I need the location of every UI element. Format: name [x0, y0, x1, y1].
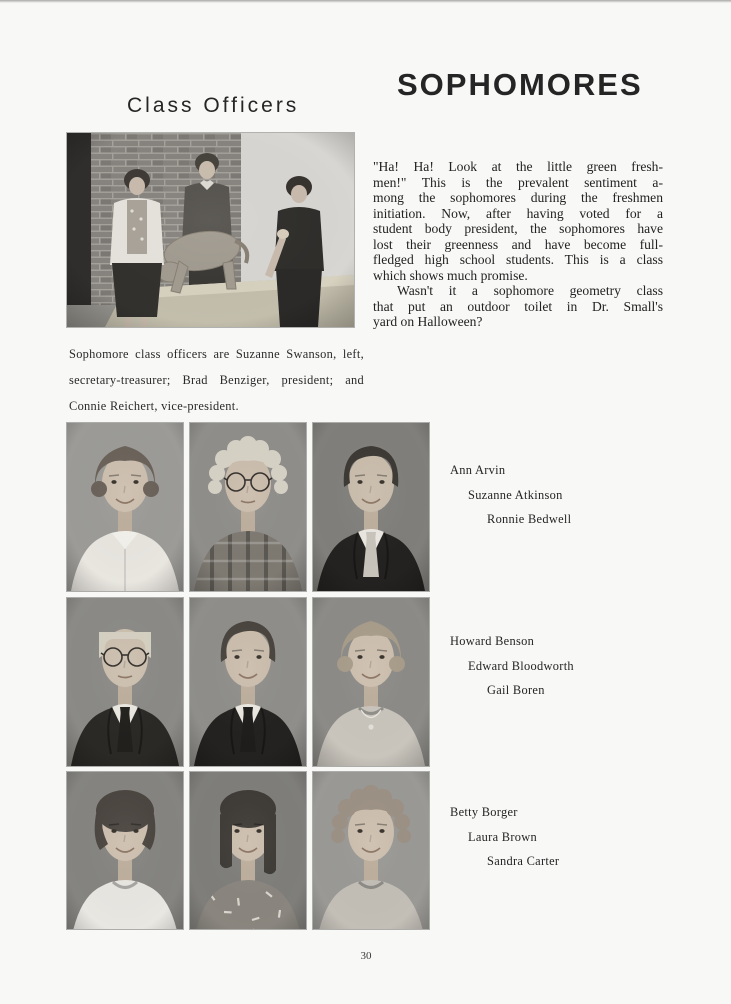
officers-caption [69, 341, 364, 419]
portrait-ann-arvin [67, 423, 183, 591]
class-officers-photo-graphic [67, 133, 354, 327]
intro-line: men!" This is the prevalent sentiment a- [373, 174, 663, 190]
intro-line: lost their greenness and have become full- [373, 236, 663, 252]
intro-line: initiation. Now, after having voted for a [373, 205, 663, 221]
class-officers-photo [67, 133, 354, 327]
page-title-sophomores: SOPHOMORES [397, 67, 643, 102]
section-heading-class-officers: Class Officers [127, 94, 300, 117]
intro-line: mong the sophomores during the freshmen [373, 190, 663, 205]
intro-line: which shows much promise. [373, 267, 528, 283]
intro-line: yard on Halloween? [373, 314, 483, 329]
caption-line: Sophomore class officers are Suzanne Swanson, left, [69, 347, 364, 361]
student-name: Betty Borger [450, 805, 518, 819]
intro-line: student body president, the sophomores have [373, 221, 663, 236]
student-name: Suzanne Atkinson [468, 488, 563, 502]
caption-line: secretary-treasurer; Brad Benziger, president; and [69, 373, 364, 387]
intro-line: Wasn't it a sophomore geometry class [397, 283, 663, 298]
intro-line: "Ha! Ha! Look at the little green fresh- [373, 159, 663, 174]
portrait-suzanne-atkinson [190, 423, 306, 591]
student-name: Ronnie Bedwell [487, 512, 572, 526]
student-name: Ann Arvin [450, 463, 506, 477]
student-name: Gail Boren [487, 683, 545, 697]
portrait-betty-borger [67, 772, 183, 929]
student-name: Laura Brown [468, 830, 538, 844]
portrait-edward-bloodworth [190, 598, 306, 766]
scan-edge [0, 0, 731, 3]
portrait-sandra-carter [313, 772, 429, 929]
intro-line: that put an outdoor toilet in Dr. Small's [373, 298, 663, 314]
intro-line: fledged high school students. This is a class [373, 252, 663, 267]
portrait-gail-boren [313, 598, 429, 766]
caption-line: Connie Reichert, vice-president. [69, 399, 239, 413]
portrait-ronnie-bedwell [313, 423, 429, 591]
student-name: Sandra Carter [487, 854, 560, 868]
portrait-laura-brown [190, 772, 306, 929]
page-number: 30 [360, 950, 372, 962]
student-name: Howard Benson [450, 634, 535, 648]
student-name: Edward Bloodworth [468, 659, 574, 673]
portrait-howard-benson [67, 598, 183, 766]
sophomores-intro-text [373, 159, 663, 330]
